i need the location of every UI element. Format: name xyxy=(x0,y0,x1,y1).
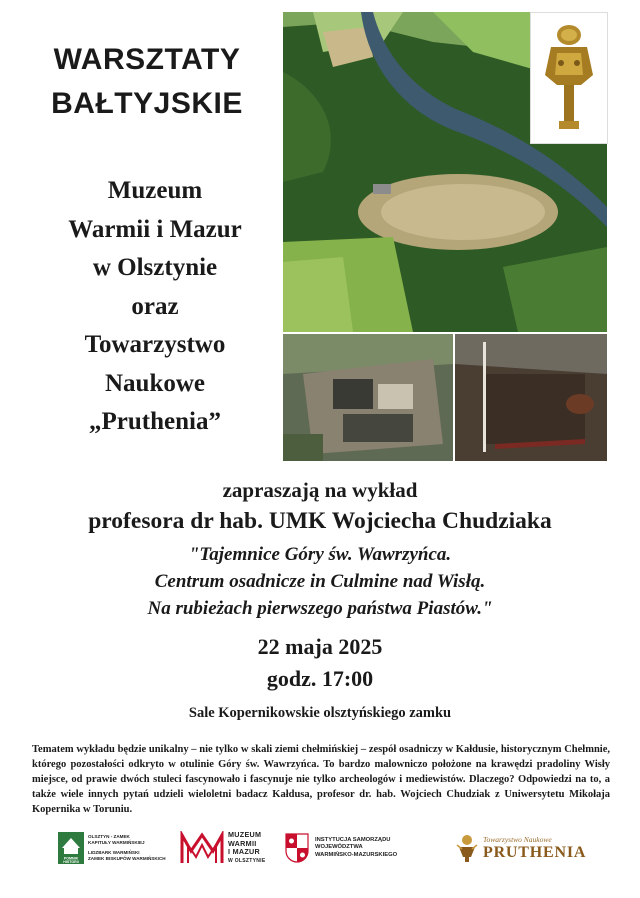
logo-line: LIDZBARK WARMIŃSKI xyxy=(88,850,140,855)
organizer-line: Towarzystwo xyxy=(84,331,226,358)
pruthenia-logo xyxy=(455,828,586,868)
event-date: 22 maja 2025 xyxy=(257,634,383,659)
logo-line: WARMII xyxy=(228,838,257,848)
logo-line: I MAZUR xyxy=(228,847,261,856)
organizer-line: Muzeum xyxy=(107,177,203,204)
logo-line: WOJEWÓDZTWA xyxy=(315,844,363,851)
coat-of-arms-icon xyxy=(285,833,309,863)
pomnik-historii-icon xyxy=(58,832,84,864)
logo-line: KAPITUŁY WARMIŃSKIEJ xyxy=(88,840,145,845)
lecture-title-line: Centrum osadnicze in Culmine nad Wisłą. xyxy=(154,571,486,592)
logo-line: ZAMEK BISKUPÓW WARMIŃSKICH xyxy=(88,856,166,861)
muzeum-warmii-text xyxy=(228,831,265,865)
excavation-photo-1 xyxy=(283,334,453,461)
amulet-photo xyxy=(530,12,608,144)
lecturer-name: profesora dr hab. UMK Wojciecha Chudziaka xyxy=(88,508,552,534)
series-title xyxy=(22,38,272,126)
invite-text: zapraszają na wykład xyxy=(222,478,418,502)
muzeum-warmii-logo xyxy=(180,828,265,868)
pruthenia-subtitle: Towarzystwo Naukowe xyxy=(483,834,552,844)
lecture-title-line: "Tajemnice Góry św. Wawrzyńca. xyxy=(188,544,452,565)
organizer-line: Warmii i Mazur xyxy=(68,215,242,243)
pomnik-badge-text-2: HISTORII xyxy=(63,859,79,864)
organizer-line: „Pruthenia” xyxy=(89,408,221,435)
organizer-line: oraz xyxy=(131,292,179,320)
samorzad-logo xyxy=(285,828,397,868)
logo-line: INSTYTUCJA SAMORZĄDU xyxy=(315,837,391,844)
pruthenia-name: PRUTHENIA xyxy=(483,843,587,861)
pruthenia-text xyxy=(483,835,586,862)
lecture-title xyxy=(0,541,640,622)
organizer-line: w Olsztynie xyxy=(92,254,218,281)
series-title-line: WARSZTATY xyxy=(53,43,241,76)
event-time: godz. 17:00 xyxy=(266,666,374,691)
logo-line: W OLSZTYNIE xyxy=(228,857,266,864)
samorzad-text xyxy=(315,837,397,859)
logo-line: OLSZTYN - ZAMEK xyxy=(88,834,130,839)
partner-logos xyxy=(0,828,640,874)
event-venue: Sale Kopernikowskie olsztyńskiego zamku xyxy=(188,705,452,721)
lecture-title-line: Na rubieżach pierwszego państwa Piastów." xyxy=(147,598,493,619)
muzeum-m-icon xyxy=(180,831,224,865)
excavation-photo-2 xyxy=(455,334,607,461)
logo-line: WARMIŃSKO-MAZURSKIEGO xyxy=(315,851,398,858)
description: Tematem wykładu będzie unikalny – nie tylko w skali ziemi chełmińskiej – zespół osadniczy w Kałdusie, historycznym Chełmnie, którego pozostałości odkryto w otulinie Góry św. Wawrzyńca. To bardzo malowniczo położone na krawędzi pradoliny Wisły miejsce, od prawie dwóch stuleci fascynowało i fascynuje nie tylko archeologów i mediewistów. Dlaczego? Odpowiedzi na to, a także wiele innych pytań udzieli wieloletni badacz Kałdusa, profesor dr. hab. Wojciech Chudziak z Uniwersytetu Mikołaja Kopernika w Toruniu. xyxy=(32,744,610,815)
organizer-line: Naukowe xyxy=(104,369,205,397)
pomnik-badge-text-1: POMNIK xyxy=(63,856,79,861)
pomnik-historii-logo xyxy=(58,828,166,868)
series-title-line: BAŁTYJSKIE xyxy=(51,87,243,120)
organizers xyxy=(30,172,280,442)
pomnik-historii-text xyxy=(88,834,166,862)
logo-line: MUZEUM xyxy=(228,830,262,839)
pruthenia-emblem-icon xyxy=(455,833,479,863)
